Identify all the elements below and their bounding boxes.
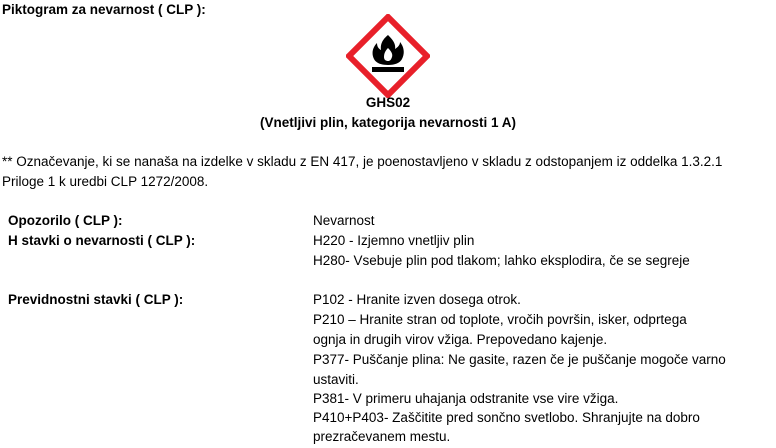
precautionary-statement: P210 – Hranite stran od toplote, vročih površin, isker, odprtega	[313, 312, 687, 327]
precautionary-statement: prezračevanem mestu.	[313, 429, 451, 444]
pictogram-description: (Vnetljivi plin, kategorija nevarnosti 1 A)	[259, 115, 517, 130]
flame-icon	[346, 14, 430, 98]
hazard-statements-label: H stavki o nevarnosti ( CLP ):	[8, 233, 196, 248]
precautionary-statement: P102 - Hranite izven dosega otrok.	[313, 292, 521, 307]
note-line: Priloge 1 k uredbi CLP 1272/2008.	[2, 174, 209, 189]
signal-word-value: Nevarnost	[313, 213, 375, 228]
precautionary-statement: ustaviti.	[313, 372, 359, 387]
signal-word-label: Opozorilo ( CLP ):	[8, 213, 123, 228]
precautionary-statement: P377- Puščanje plina: Ne gasite, razen če je puščanje mogoče varno	[313, 352, 726, 367]
precautionary-statement: P381- V primeru uhajanja odstranite vse vire vžiga.	[313, 391, 619, 406]
precautionary-statement: ognja in drugih virov vžiga. Prepovedano kajenje.	[313, 332, 608, 347]
hazard-statement: H280- Vsebuje plin pod tlakom; lahko eksplodira, če se segreje	[313, 253, 690, 268]
hazard-statement: H220 - Izjemno vnetljiv plin	[313, 233, 475, 248]
section-heading: Piktogram za nevarnost ( CLP ):	[2, 2, 206, 17]
precautionary-statements-label: Previdnostni stavki ( CLP ):	[8, 292, 184, 307]
pictogram-code: GHS02	[365, 95, 411, 110]
note-line: ** Označevanje, ki se nanaša na izdelke v skladu z EN 417, je poenostavljeno v skladu z odstopanjem iz oddelka 1.3.2.1	[2, 154, 723, 169]
precautionary-statement: P410+P403- Zaščitite pred sončno svetlobo. Shranjujte na dobro	[313, 410, 700, 425]
